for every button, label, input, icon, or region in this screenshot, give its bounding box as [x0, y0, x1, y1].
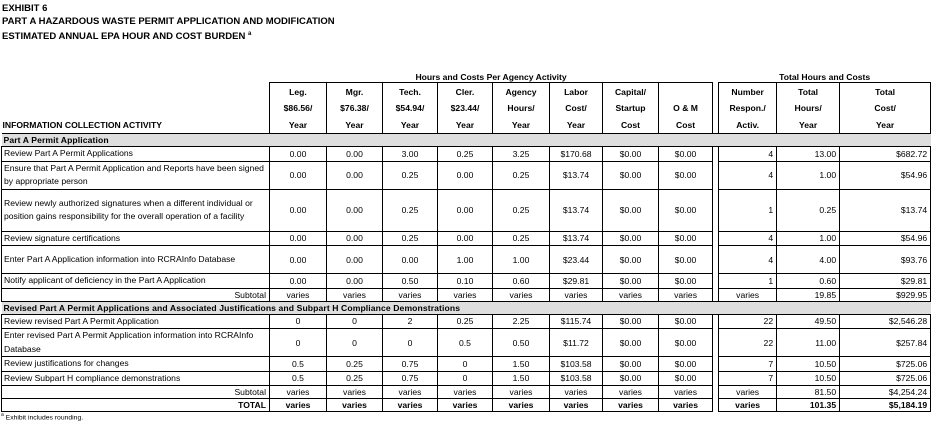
agency-hours-cell: 0.25: [493, 161, 550, 189]
mgr-cell: 0.00: [327, 246, 383, 274]
total-hours-cell: 10.50: [777, 357, 840, 372]
total-hours-cell: 81.50: [777, 386, 840, 399]
cler-cell: 0.25: [438, 147, 493, 162]
respondents-cell: 4: [719, 161, 777, 189]
om-cost-cell: $0.00: [659, 329, 713, 357]
leg-cell: 0.00: [270, 147, 327, 162]
cler-cell: 1.00: [438, 246, 493, 274]
capital-cost-column-header: Capital/ Startup Cost: [603, 83, 659, 134]
exhibit-label: EXHIBIT 6: [2, 3, 48, 14]
title-footnote-mark: a: [247, 31, 252, 37]
labor-cost-cell: varies: [550, 288, 603, 301]
agency-hours-cell: 0.25: [493, 189, 550, 231]
cler-cell: varies: [438, 386, 493, 399]
total-group-header: Total Hours and Costs: [779, 72, 871, 82]
cler-cell: 0.5: [438, 329, 493, 357]
activity-cell: Ensure that Part A Permit Application and Reports have been signed by appropriate person: [2, 161, 270, 189]
tech-cell: 0: [383, 329, 438, 357]
mgr-column-header: Mgr. $76.38/ Year: [327, 83, 383, 134]
subtotal-label: Subtotal: [2, 386, 270, 399]
total-hours-cell: 4.00: [777, 246, 840, 274]
om-cost-cell: varies: [659, 399, 713, 412]
labor-cost-cell: $13.74: [550, 189, 603, 231]
labor-cost-cell: $13.74: [550, 231, 603, 246]
om-cost-cell: $0.00: [659, 161, 713, 189]
respondents-cell: varies: [719, 399, 777, 412]
activity-cell: Review Subpart H compliance demonstrations: [2, 371, 270, 386]
capital-cost-cell: $0.00: [603, 231, 659, 246]
burden-table: [1, 69, 931, 412]
mgr-cell: 0.00: [327, 231, 383, 246]
om-cost-cell: $0.00: [659, 147, 713, 162]
activity-cell: Review Part A Permit Applications: [2, 147, 270, 162]
agency-hours-cell: 0.50: [493, 329, 550, 357]
agency-hours-cell: varies: [493, 399, 550, 412]
total-cost-cell: $29.81: [840, 274, 931, 289]
mgr-cell: varies: [327, 288, 383, 301]
cler-cell: 0.10: [438, 274, 493, 289]
total-hours-cell: 19.85: [777, 288, 840, 301]
total-cost-cell: $929.95: [840, 288, 931, 301]
activity-cell: Review revised Part A Permit Application: [2, 314, 270, 329]
activity-cell: Review justifications for changes: [2, 357, 270, 372]
activity-cell: Review newly authorized signatures when a different individual or position gains responsibility for the overall operation of a facility: [2, 189, 270, 231]
tech-cell: 0.25: [383, 189, 438, 231]
mgr-cell: 0.25: [327, 357, 383, 372]
leg-cell: varies: [270, 399, 327, 412]
leg-cell: 0.00: [270, 274, 327, 289]
labor-cost-cell: $23.44: [550, 246, 603, 274]
capital-cost-cell: $0.00: [603, 274, 659, 289]
agency-hours-cell: 0.25: [493, 231, 550, 246]
total-hours-cell: 0.60: [777, 274, 840, 289]
agency-hours-cell: varies: [493, 288, 550, 301]
respondents-cell: 4: [719, 147, 777, 162]
tech-column-header: Tech. $54.94/ Year: [383, 83, 438, 134]
respondents-cell: 22: [719, 329, 777, 357]
capital-cost-cell: $0.00: [603, 161, 659, 189]
exhibit-title-line2: ESTIMATED ANNUAL EPA HOUR AND COST BURDEN $^a$: [2, 31, 252, 43]
om-cost-cell: $0.00: [659, 371, 713, 386]
capital-cost-cell: $0.00: [603, 246, 659, 274]
capital-cost-cell: $0.00: [603, 147, 659, 162]
cler-cell: 0.25: [438, 314, 493, 329]
capital-cost-cell: $0.00: [603, 357, 659, 372]
respondents-cell: 4: [719, 231, 777, 246]
total-cost-cell: $682.72: [840, 147, 931, 162]
exhibit-header: [0, 2, 335, 43]
footnote-mark: a: [1, 412, 4, 418]
respondents-cell: 22: [719, 314, 777, 329]
leg-column-header: Leg. $86.56/ Year: [270, 83, 327, 134]
labor-cost-cell: $11.72: [550, 329, 603, 357]
agency-group-header: Hours and Costs Per Agency Activity: [415, 72, 567, 82]
total-label: TOTAL: [2, 399, 270, 412]
agency-hours-cell: 2.25: [493, 314, 550, 329]
respondents-cell: 1: [719, 274, 777, 289]
capital-cost-cell: varies: [603, 386, 659, 399]
footnote-text: Exhibit includes rounding.: [5, 414, 84, 422]
respondents-cell: varies: [719, 386, 777, 399]
om-cost-cell: varies: [659, 288, 713, 301]
total-hours-cell: 101.35: [777, 399, 840, 412]
mgr-cell: 0.25: [327, 371, 383, 386]
total-hours-cell: 1.00: [777, 161, 840, 189]
tech-cell: 3.00: [383, 147, 438, 162]
tech-cell: 0.25: [383, 231, 438, 246]
tech-cell: varies: [383, 399, 438, 412]
capital-cost-cell: $0.00: [603, 371, 659, 386]
total-cost-cell: $5,184.19: [840, 399, 931, 412]
total-cost-cell: $93.76: [840, 246, 931, 274]
total-cost-cell: $13.74: [840, 189, 931, 231]
exhibit-title-line1: PART A HAZARDOUS WASTE PERMIT APPLICATION AND MODIFICATION: [2, 16, 335, 27]
cler-cell: 0: [438, 357, 493, 372]
subtotal-label: Subtotal: [2, 288, 270, 301]
section-title-part-a: Part A Permit Application: [2, 134, 931, 147]
total-hours-cell: 1.00: [777, 231, 840, 246]
agency-hours-cell: 0.60: [493, 274, 550, 289]
total-cost-cell: $54.96: [840, 231, 931, 246]
cler-cell: varies: [438, 288, 493, 301]
labor-cost-cell: varies: [550, 386, 603, 399]
capital-cost-cell: varies: [603, 288, 659, 301]
labor-cost-cell: $170.68: [550, 147, 603, 162]
total-hours-cell: 49.50: [777, 314, 840, 329]
labor-cost-column-header: Labor Cost/ Year: [550, 83, 603, 134]
section-title-revised: Revised Part A Permit Applications and Associated Justifications and Subpart H Compliance Demonstrations: [2, 301, 931, 314]
cler-cell: 0.00: [438, 189, 493, 231]
leg-cell: 0: [270, 329, 327, 357]
total-hours-cell: 10.50: [777, 371, 840, 386]
respondents-cell: 7: [719, 371, 777, 386]
labor-cost-cell: varies: [550, 399, 603, 412]
capital-cost-cell: $0.00: [603, 329, 659, 357]
leg-cell: varies: [270, 386, 327, 399]
tech-cell: 0.25: [383, 161, 438, 189]
leg-cell: 0.00: [270, 189, 327, 231]
tech-cell: 0.50: [383, 274, 438, 289]
capital-cost-cell: varies: [603, 399, 659, 412]
total-cost-cell: $2,546.28: [840, 314, 931, 329]
tech-cell: 2: [383, 314, 438, 329]
leg-cell: 0.00: [270, 246, 327, 274]
total-cost-cell: $54.96: [840, 161, 931, 189]
agency-hours-cell: 1.50: [493, 357, 550, 372]
leg-cell: 0: [270, 314, 327, 329]
respondents-cell: varies: [719, 288, 777, 301]
total-cost-cell: $725.06: [840, 357, 931, 372]
total-cost-cell: $257.84: [840, 329, 931, 357]
tech-cell: 0.75: [383, 357, 438, 372]
om-cost-cell: $0.00: [659, 357, 713, 372]
om-cost-cell: $0.00: [659, 231, 713, 246]
mgr-cell: 0: [327, 314, 383, 329]
agency-hours-column-header: Agency Hours/ Year: [493, 83, 550, 134]
mgr-cell: 0: [327, 329, 383, 357]
total-hours-cell: 13.00: [777, 147, 840, 162]
om-cost-column-header: O & M Cost: [659, 83, 713, 134]
om-cost-cell: varies: [659, 386, 713, 399]
mgr-cell: 0.00: [327, 189, 383, 231]
respondents-column-header: Number Respon./ Activ.: [719, 83, 777, 134]
mgr-cell: 0.00: [327, 274, 383, 289]
agency-hours-cell: 1.00: [493, 246, 550, 274]
mgr-cell: varies: [327, 386, 383, 399]
tech-cell: varies: [383, 386, 438, 399]
total-hours-column-header: Total Hours/ Year: [777, 83, 840, 134]
cler-cell: 0: [438, 371, 493, 386]
labor-cost-cell: $29.81: [550, 274, 603, 289]
activity-cell: Notify applicant of deficiency in the Part A Application: [2, 274, 270, 289]
total-hours-cell: 11.00: [777, 329, 840, 357]
agency-hours-cell: 3.25: [493, 147, 550, 162]
respondents-cell: 7: [719, 357, 777, 372]
cler-cell: 0.00: [438, 231, 493, 246]
respondents-cell: 1: [719, 189, 777, 231]
mgr-cell: 0.00: [327, 147, 383, 162]
leg-cell: 0.5: [270, 357, 327, 372]
total-cost-cell: $4,254.24: [840, 386, 931, 399]
cler-column-header: Cler. $23.44/ Year: [438, 83, 493, 134]
labor-cost-cell: $115.74: [550, 314, 603, 329]
activity-cell: Review signature certifications: [2, 231, 270, 246]
agency-hours-cell: varies: [493, 386, 550, 399]
mgr-cell: 0.00: [327, 161, 383, 189]
cler-cell: 0.00: [438, 161, 493, 189]
capital-cost-cell: $0.00: [603, 314, 659, 329]
total-cost-cell: $725.06: [840, 371, 931, 386]
om-cost-cell: $0.00: [659, 274, 713, 289]
activity-cell: Enter Part A Application information into RCRAInfo Database: [2, 246, 270, 274]
respondents-cell: 4: [719, 246, 777, 274]
labor-cost-cell: $103.58: [550, 357, 603, 372]
total-hours-cell: 0.25: [777, 189, 840, 231]
leg-cell: 0.5: [270, 371, 327, 386]
activity-column-header: INFORMATION COLLECTION ACTIVITY: [2, 119, 162, 130]
leg-cell: 0.00: [270, 231, 327, 246]
om-cost-cell: $0.00: [659, 189, 713, 231]
tech-cell: 0.00: [383, 246, 438, 274]
cler-cell: varies: [438, 399, 493, 412]
table-footnote: [1, 412, 83, 421]
total-cost-column-header: Total Cost/ Year: [840, 83, 931, 134]
activity-cell: Enter revised Part A Permit Application information into RCRAInfo Database: [2, 329, 270, 357]
om-cost-cell: $0.00: [659, 314, 713, 329]
tech-cell: varies: [383, 288, 438, 301]
labor-cost-cell: $103.58: [550, 371, 603, 386]
tech-cell: 0.75: [383, 371, 438, 386]
leg-cell: varies: [270, 288, 327, 301]
labor-cost-cell: $13.74: [550, 161, 603, 189]
mgr-cell: varies: [327, 399, 383, 412]
om-cost-cell: $0.00: [659, 246, 713, 274]
agency-hours-cell: 1.50: [493, 371, 550, 386]
leg-cell: 0.00: [270, 161, 327, 189]
capital-cost-cell: $0.00: [603, 189, 659, 231]
